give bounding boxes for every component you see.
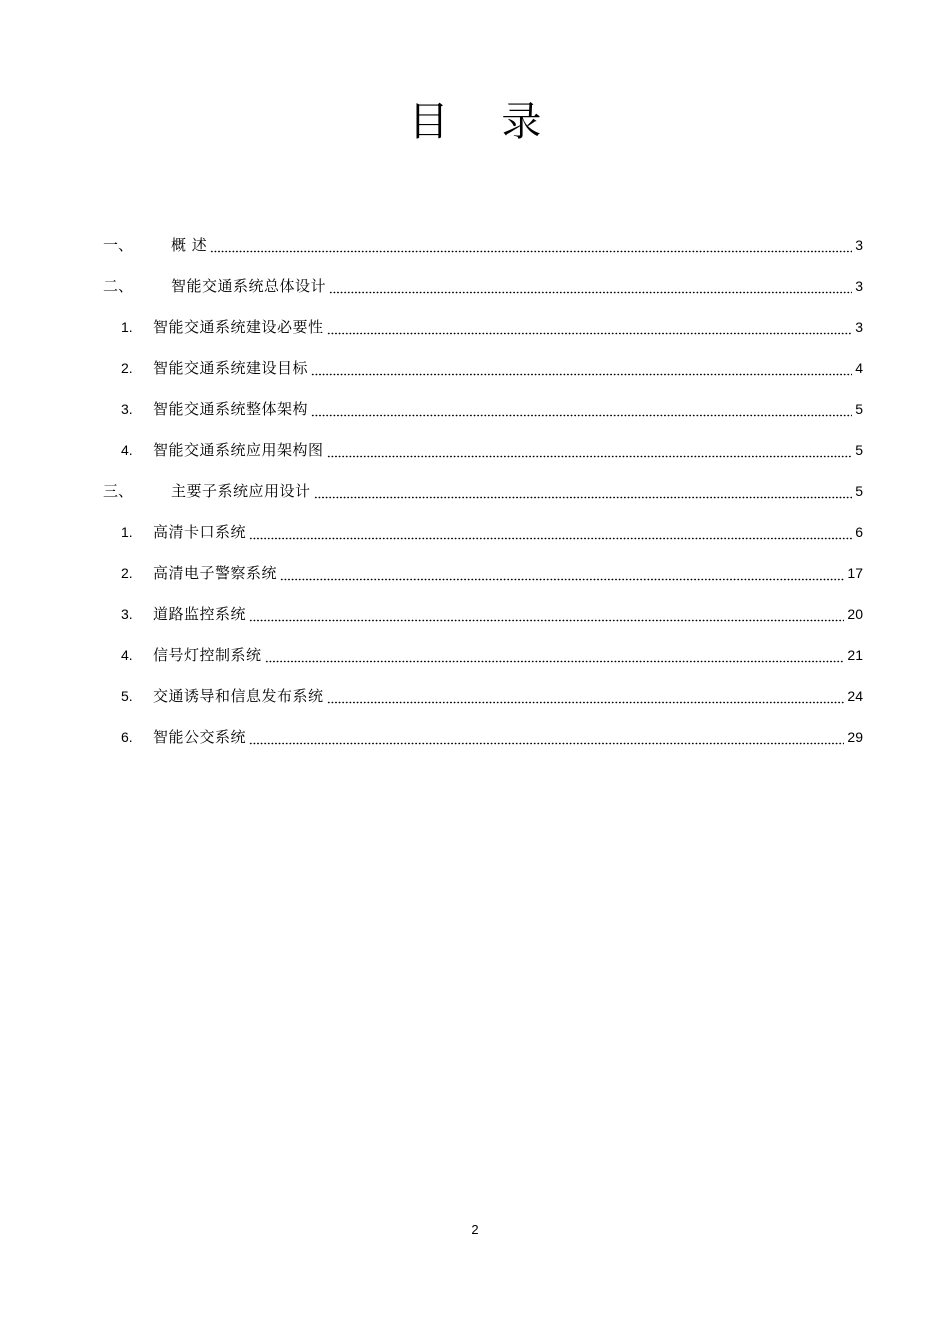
- toc-entry[interactable]: [103, 224, 863, 265]
- toc-entry-number: 5.: [121, 687, 133, 704]
- toc-dot-leader: [249, 522, 852, 542]
- toc-entry-number: 3.: [121, 605, 133, 622]
- toc-dot-leader: [311, 399, 852, 419]
- toc-dot-leader: [327, 686, 845, 706]
- toc-entry-number: 2.: [121, 359, 133, 376]
- toc-dot-leader: [280, 563, 844, 583]
- toc-entry-text: 交通诱导和信息发布系统: [153, 686, 324, 705]
- toc-entry-page: 24: [847, 687, 863, 704]
- toc-entry[interactable]: [103, 716, 863, 757]
- toc-entry-page: 4: [855, 359, 863, 376]
- toc-entry[interactable]: [103, 429, 863, 470]
- toc-entry-text: 高清电子警察系统: [153, 563, 278, 582]
- toc-entry[interactable]: [103, 265, 863, 306]
- toc-entry-text: 信号灯控制系统: [153, 645, 262, 664]
- toc-entry-page: 5: [855, 400, 863, 417]
- toc-entry-page: 5: [855, 482, 863, 499]
- toc-dot-leader: [327, 317, 852, 337]
- toc-entry-text: 智能交通系统建设目标: [153, 358, 309, 377]
- toc-entry-number: 一、: [103, 235, 134, 254]
- toc-entry-page: 21: [847, 646, 863, 663]
- toc-entry-number: 4.: [121, 441, 133, 458]
- page-number: 2: [471, 1222, 479, 1237]
- toc-entry-text: 概 述: [171, 235, 208, 254]
- toc-dot-leader: [329, 276, 852, 296]
- toc-entry-page: 3: [855, 236, 863, 253]
- toc-entry-page: 5: [855, 441, 863, 458]
- toc-entry-number: 2.: [121, 564, 133, 581]
- toc-entry-page: 29: [847, 728, 863, 745]
- toc-entry[interactable]: [103, 347, 863, 388]
- toc-entry-number: 3.: [121, 400, 133, 417]
- toc-entry-number: 6.: [121, 728, 133, 745]
- toc-dot-leader: [311, 358, 852, 378]
- toc-entry[interactable]: [103, 552, 863, 593]
- toc-entry-number: 1.: [121, 523, 133, 540]
- toc-list: [103, 224, 863, 757]
- toc-entry-text: 道路监控系统: [153, 604, 247, 623]
- toc-entry[interactable]: [103, 470, 863, 511]
- toc-entry-number: 4.: [121, 646, 133, 663]
- toc-entry-page: 3: [855, 277, 863, 294]
- toc-entry[interactable]: [103, 388, 863, 429]
- toc-entry[interactable]: [103, 306, 863, 347]
- toc-entry[interactable]: [103, 593, 863, 634]
- toc-dot-leader: [265, 645, 845, 665]
- toc-entry-number: 二、: [103, 276, 134, 295]
- toc-entry-text: 智能交通系统总体设计: [171, 276, 327, 295]
- toc-entry-text: 智能交通系统应用架构图: [153, 440, 324, 459]
- toc-entry-text: 智能交通系统建设必要性: [153, 317, 324, 336]
- toc-entry[interactable]: [103, 675, 863, 716]
- toc-entry[interactable]: [103, 634, 863, 675]
- toc-entry[interactable]: [103, 511, 863, 552]
- toc-dot-leader: [249, 727, 844, 747]
- toc-entry-text: 智能交通系统整体架构: [153, 399, 309, 418]
- toc-entry-text: 主要子系统应用设计: [171, 481, 311, 500]
- toc-entry-number: 1.: [121, 318, 133, 335]
- toc-dot-leader: [327, 440, 852, 460]
- toc-entry-page: 3: [855, 318, 863, 335]
- toc-dot-leader: [249, 604, 844, 624]
- toc-entry-page: 17: [847, 564, 863, 581]
- toc-dot-leader: [314, 481, 852, 501]
- toc-dot-leader: [210, 235, 852, 255]
- toc-entry-page: 6: [855, 523, 863, 540]
- toc-entry-text: 智能公交系统: [153, 727, 247, 746]
- toc-entry-text: 高清卡口系统: [153, 522, 247, 541]
- toc-title: 目 录: [408, 99, 562, 145]
- toc-entry-number: 三、: [103, 481, 134, 500]
- toc-entry-page: 20: [847, 605, 863, 622]
